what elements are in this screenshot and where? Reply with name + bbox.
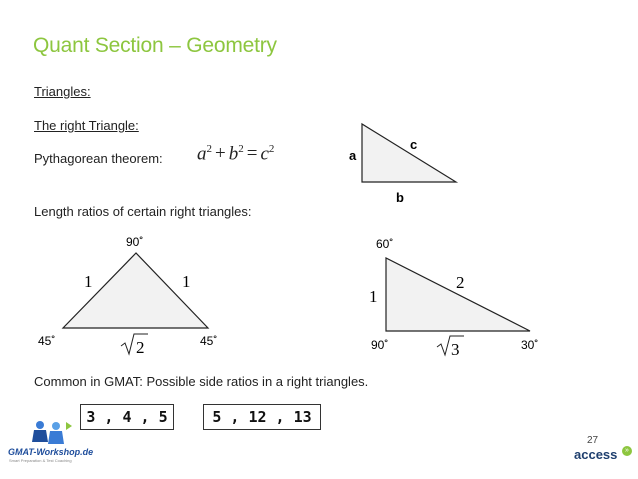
- t45-left-angle: 45˚: [38, 334, 56, 348]
- triangles-heading: Triangles:: [34, 84, 91, 99]
- basic-side-c: c: [410, 137, 418, 152]
- t45-top-angle: 90˚: [126, 235, 144, 249]
- basic-right-triangle: [362, 124, 456, 182]
- triangle-30-60-90: [386, 258, 530, 331]
- t30-vertical-side: 1: [369, 287, 378, 306]
- gmat-workshop-tagline: Smart Preparation & Test Coaching: [9, 458, 72, 463]
- gmat-workshop-logo: [6, 418, 106, 466]
- t45-base: 2: [136, 338, 145, 357]
- gmat-workshop-name: GMAT-Workshop.de: [8, 447, 94, 457]
- t45-left-side: 1: [84, 272, 93, 291]
- t45-right-side: 1: [182, 272, 191, 291]
- t30-top-angle: 60˚: [376, 237, 394, 251]
- pythagorean-formula: $a^2 + b^2 = c^2$: [197, 143, 275, 165]
- arrow-icon: »: [622, 446, 632, 456]
- slide-title: Quant Section – Geometry: [33, 34, 277, 57]
- ratio-box-5-12-13: 5 , 12 , 13: [203, 404, 321, 430]
- length-ratios-label: Length ratios of certain right triangles:: [34, 204, 252, 219]
- t30-left-angle: 90˚: [371, 338, 389, 352]
- t30-hypotenuse: 2: [456, 273, 465, 292]
- pythagorean-label: Pythagorean theorem:: [34, 151, 163, 166]
- page-number: 27: [587, 435, 599, 446]
- common-gmat-label: Common in GMAT: Possible side ratios in a right triangles.: [34, 374, 369, 389]
- access-logo: [574, 444, 634, 466]
- t30-base: 3: [451, 340, 460, 359]
- access-logo-text: access: [574, 447, 618, 462]
- gmat-figures-icon: [28, 418, 78, 448]
- basic-side-b: b: [396, 190, 404, 205]
- t45-right-angle: 45˚: [200, 334, 218, 348]
- ratio-box-3-4-5: 3 , 4 , 5: [80, 404, 174, 430]
- t30-right-angle: 30˚: [521, 338, 539, 352]
- basic-side-a: a: [349, 148, 357, 163]
- right-triangle-heading: The right Triangle:: [34, 118, 139, 133]
